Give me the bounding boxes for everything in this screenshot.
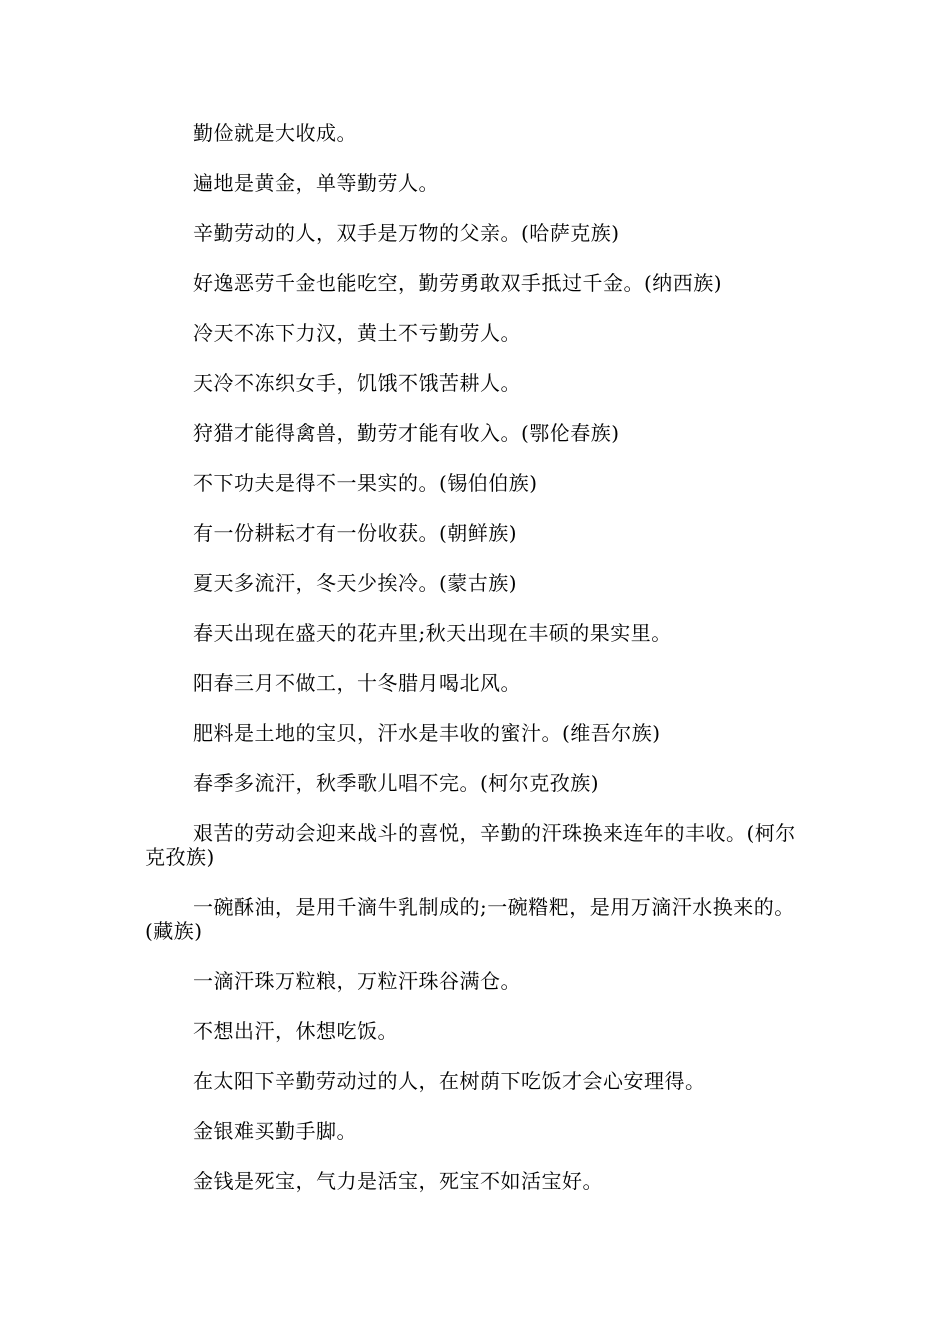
paragraph-17: 一滴汗珠万粒粮，万粒汗珠谷满仓。 [193,969,521,993]
paragraph-7: 狩猎才能得禽兽，勤劳才能有收入。(鄂伦春族) [193,421,620,445]
paragraph-18: 不想出汗，休想吃饭。 [193,1019,398,1043]
paragraph-2: 遍地是黄金，单等勤劳人。 [193,171,439,195]
paragraph-4: 好逸恶劳千金也能吃空，勤劳勇敢双手抵过千金。(纳西族) [193,271,723,295]
paragraph-19: 在太阳下辛勤劳动过的人，在树荫下吃饭才会心安理得。 [193,1069,706,1093]
paragraph-8: 不下功夫是得不一果实的。(锡伯伯族) [193,471,538,495]
paragraph-5: 冷天不冻下力汉，黄土不亏勤劳人。 [193,321,521,345]
paragraph-21: 金钱是死宝，气力是活宝，死宝不如活宝好。 [193,1169,603,1193]
paragraph-3: 辛勤劳动的人，双手是万物的父亲。(哈萨克族) [193,221,620,245]
document-body [145,121,810,1219]
paragraph-9: 有一份耕耘才有一份收获。(朝鲜族) [193,521,518,545]
paragraph-1: 勤俭就是大收成。 [193,121,357,145]
paragraph-12: 阳春三月不做工，十冬腊月喝北风。 [193,671,521,695]
paragraph-13: 肥料是土地的宝贝，汗水是丰收的蜜汁。(维吾尔族) [193,721,661,745]
paragraph-14: 春季多流汗，秋季歌儿唱不完。(柯尔克孜族) [193,771,600,795]
paragraph-6: 天冷不冻织女手，饥饿不饿苦耕人。 [193,371,521,395]
paragraph-11: 春天出现在盛天的花卉里;秋天出现在丰硕的果实里。 [193,621,672,645]
paragraph-10: 夏天多流汗，冬天少挨冷。(蒙古族) [193,571,518,595]
paragraph-20: 金银难买勤手脚。 [193,1119,357,1143]
paragraph-15: 艰苦的劳动会迎来战斗的喜悦，辛勤的汗珠换来连年的丰收。(柯尔克孜族) [145,821,796,869]
paragraph-16: 一碗酥油，是用千滴牛乳制成的;一碗糌粑，是用万滴汗水换来的。(藏族) [145,895,795,943]
